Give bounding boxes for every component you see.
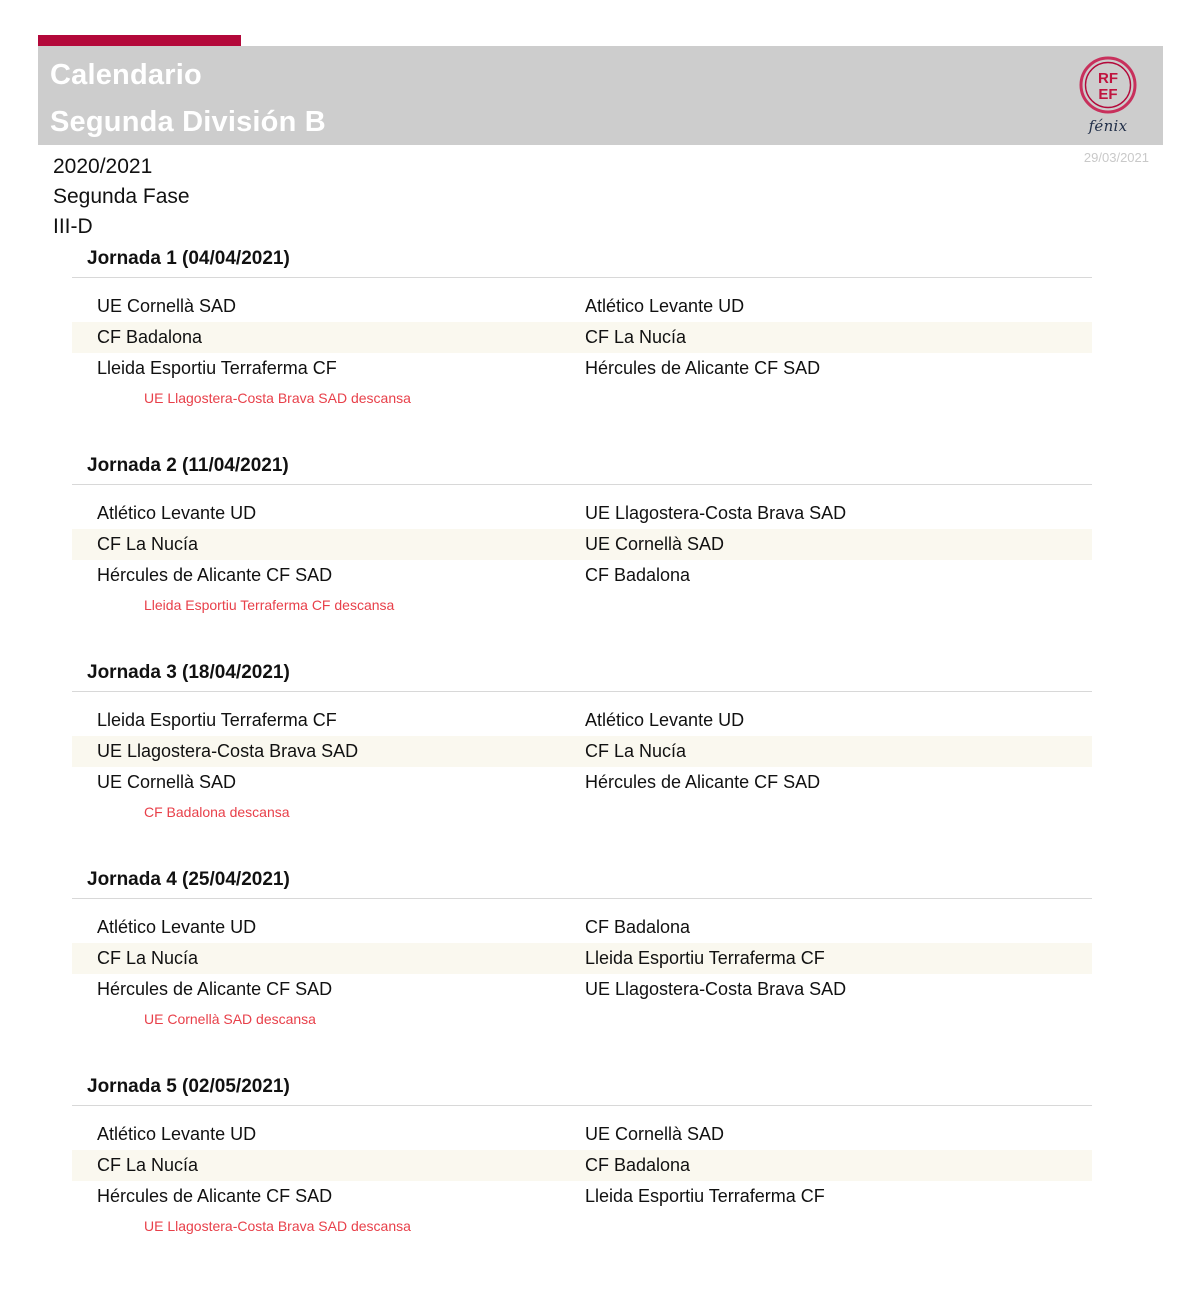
away-team: Atlético Levante UD [585,296,745,316]
match-list [72,278,1092,408]
page-subtitle: Segunda División B [50,106,326,138]
jornada-block [72,248,1092,408]
table-row [72,943,1092,974]
bye-team-row [72,591,1092,615]
match-list [72,1106,1092,1236]
home-team: Hércules de Alicante CF SAD [97,979,333,999]
document-header [38,35,1163,145]
bye-team-row [72,384,1092,408]
table-row [72,291,1092,322]
away-team: Lleida Esportiu Terraferma CF [585,1186,825,1206]
rfef-logo-icon [1077,54,1139,116]
table-row [72,353,1092,384]
jornada-block [72,869,1092,1029]
table-row [72,767,1092,798]
table-row [72,1150,1092,1181]
home-team: Lleida Esportiu Terraferma CF [97,710,337,730]
away-team: CF La Nucía [585,741,687,761]
away-team: CF La Nucía [585,327,687,347]
table-row [72,705,1092,736]
table-row [72,529,1092,560]
meta-phase: Segunda Fase [53,185,190,208]
bye-team-row [72,1212,1092,1236]
header-band [38,46,1163,145]
jornada-title: Jornada 1 (04/04/2021) [87,248,290,269]
bye-team-label: UE Cornellà SAD descansa [144,1011,316,1027]
table-row [72,736,1092,767]
home-team: UE Llagostera-Costa Brava SAD [97,741,359,761]
jornada-spacer [72,615,1092,662]
bye-team-row [72,1005,1092,1029]
bye-team-row [72,798,1092,822]
jornada-title: Jornada 3 (18/04/2021) [87,662,290,683]
match-list [72,485,1092,615]
away-team: Lleida Esportiu Terraferma CF [585,948,825,968]
table-row [72,1181,1092,1212]
jornada-block [72,662,1092,822]
match-list [72,899,1092,1029]
jornada-title: Jornada 2 (11/04/2021) [87,455,289,476]
jornada-list [72,248,1092,1236]
match-list [72,692,1092,822]
home-team: Hércules de Alicante CF SAD [97,1186,333,1206]
away-team: UE Llagostera-Costa Brava SAD [585,503,847,523]
accent-bar [38,35,241,46]
competition-meta [53,152,190,242]
table-row [72,974,1092,1005]
away-team: Atlético Levante UD [585,710,745,730]
jornada-block [72,1076,1092,1236]
away-team: CF Badalona [585,565,691,585]
jornada-block [72,455,1092,615]
meta-season: 2020/2021 [53,155,153,178]
table-row [72,498,1092,529]
away-team: UE Cornellà SAD [585,1124,725,1144]
meta-group: III-D [53,215,93,238]
generated-date: 29/03/2021 [1083,150,1149,165]
home-team: UE Cornellà SAD [97,296,237,316]
table-row [72,560,1092,591]
jornada-title: Jornada 4 (25/04/2021) [87,869,290,890]
fenix-wordmark: fénix [1088,117,1128,135]
home-team: CF La Nucía [97,534,199,554]
jornada-title: Jornada 5 (02/05/2021) [87,1076,290,1097]
home-team: Lleida Esportiu Terraferma CF [97,358,337,378]
table-row [72,912,1092,943]
bye-team-label: Lleida Esportiu Terraferma CF descansa [144,597,395,613]
rfef-logo-text-bottom: EF [1098,86,1118,103]
home-team: CF La Nucía [97,1155,199,1175]
bye-team-label: CF Badalona descansa [144,804,290,820]
home-team: Atlético Levante UD [97,1124,257,1144]
header-title-group [50,52,326,146]
rfef-logo-area [1067,54,1149,135]
home-team: Hércules de Alicante CF SAD [97,565,333,585]
jornada-spacer [72,822,1092,869]
away-team: CF Badalona [585,917,691,937]
home-team: CF Badalona [97,327,203,347]
bye-team-label: UE Llagostera-Costa Brava SAD descansa [144,1218,411,1234]
home-team: CF La Nucía [97,948,199,968]
jornada-spacer [72,408,1092,455]
away-team: CF Badalona [585,1155,691,1175]
away-team: UE Llagostera-Costa Brava SAD [585,979,847,999]
home-team: UE Cornellà SAD [97,772,237,792]
home-team: Atlético Levante UD [97,917,257,937]
away-team: Hércules de Alicante CF SAD [585,772,821,792]
rfef-logo-text-top: RF [1098,70,1118,87]
table-row [72,322,1092,353]
table-row [72,1119,1092,1150]
away-team: Hércules de Alicante CF SAD [585,358,821,378]
bye-team-label: UE Llagostera-Costa Brava SAD descansa [144,390,411,406]
away-team: UE Cornellà SAD [585,534,725,554]
home-team: Atlético Levante UD [97,503,257,523]
page-title: Calendario [50,59,202,91]
jornada-spacer [72,1029,1092,1076]
